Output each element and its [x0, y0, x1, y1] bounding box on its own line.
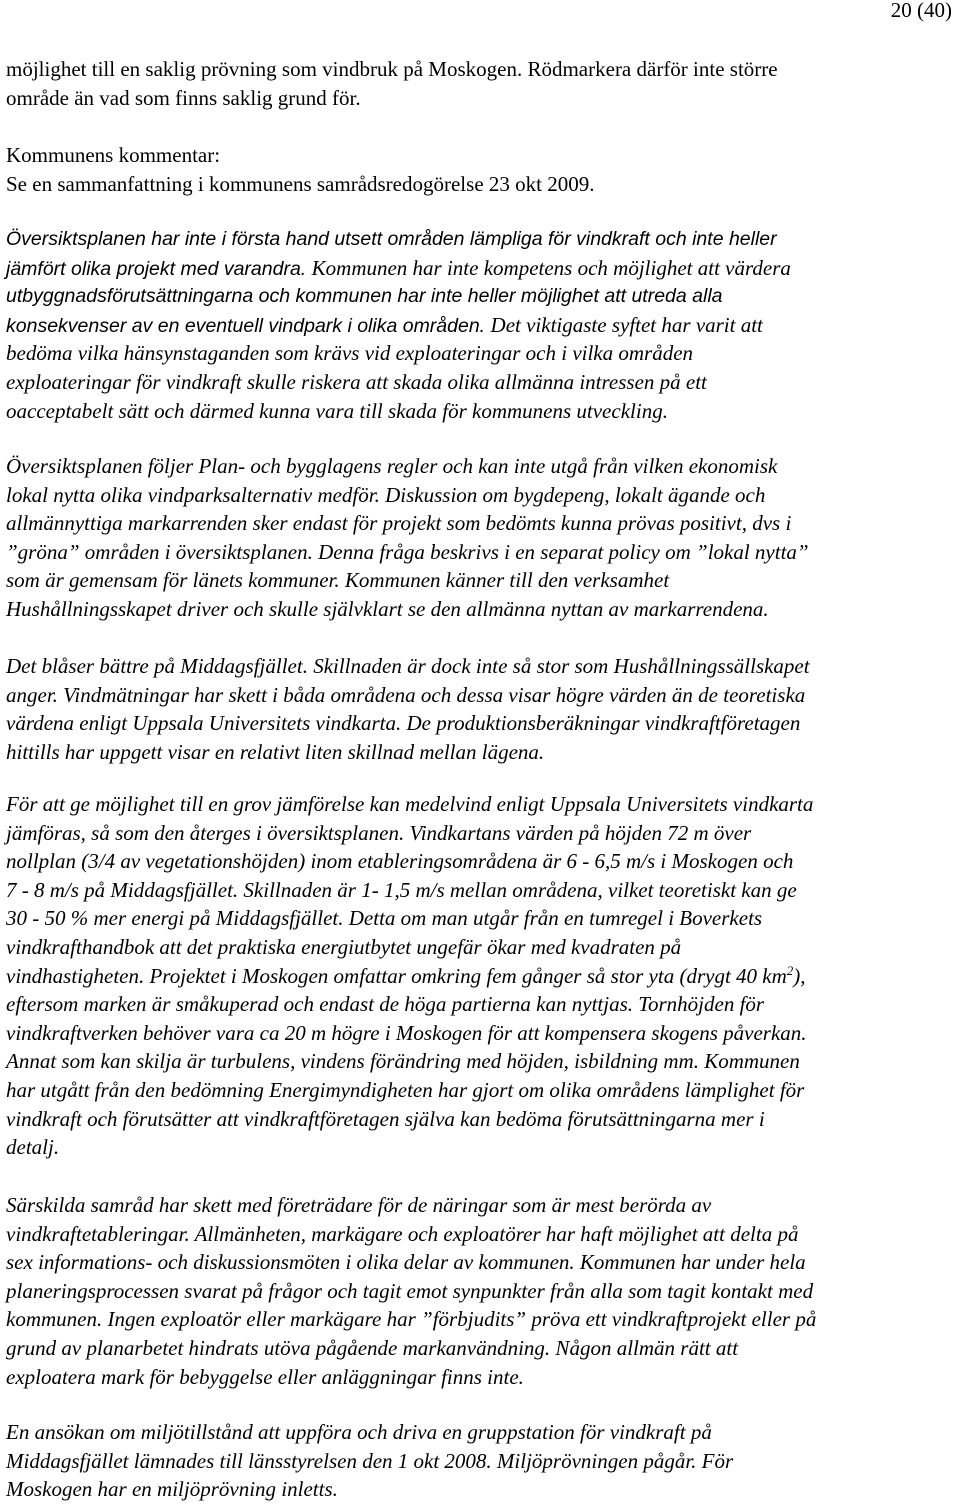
intro-paragraph — [6, 55, 956, 112]
text-span: vindhastigheten. Projektet i Moskogen omfattar omkring fem gånger så stor yta (drygt 40 km — [6, 963, 787, 988]
text-line: lokal nytta olika vindparksalternativ medför. Diskussion om bygdepeng, lokalt ägande och — [6, 482, 766, 507]
text-line: hittills har uppgett visar en relativt liten skillnad mellan lägena. — [6, 739, 545, 764]
text-line: vindkraft och förutsätter att vindkraftföretagen själva kan bedöma förutsättningarna mer i — [6, 1106, 765, 1131]
text-line: värdena enligt Uppsala Universitets vindkarta. De produktionsberäkningar vindkraftföretagen — [6, 711, 801, 736]
text-line: detalj. — [6, 1135, 60, 1160]
comment-heading: Kommunens kommentar: — [6, 143, 221, 167]
text-line: Annat som kan skilja är turbulens, vindens förändring med höjden, isbildning mm. Kommunen — [6, 1049, 800, 1074]
comment-subheading: Se en sammanfattning i kommunens samrådsredogörelse 23 okt 2009. — [6, 171, 595, 196]
text-line: eftersom marken är småkuperad och endast de höga partierna kan nyttjas. Tornhöjden för — [6, 992, 765, 1017]
text-line: område än vad som finns saklig grund för. — [6, 85, 361, 110]
text-line: vindkrafthandbok att det praktiska energiutbytet ungefär ökar med kvadraten på — [6, 934, 682, 959]
text-line: anger. Vindmätningar har skett i båda områdena och dessa visar högre värden än de teoretiska — [6, 682, 806, 707]
paragraph-scope — [6, 225, 956, 425]
text-line: Översiktsplanen följer Plan- och bygglagens regler och kan inte utgå från vilken ekonomisk — [6, 454, 778, 478]
text-line: Hushållningsskapet driver och skulle självklart se den allmänna nyttan av markarrendena. — [6, 596, 769, 621]
text-line: möjlighet till en saklig prövning som vindbruk på Moskogen. Rödmarkera därför inte större — [6, 57, 778, 81]
text-line — [6, 254, 956, 283]
text-line: ”gröna” områden i översiktsplanen. Denna fråga beskrivs i en separat policy om ”lokal nytta” — [6, 539, 809, 564]
paragraph-economic-benefit — [6, 452, 956, 624]
text-line: vindkraftverken behöver vara ca 20 m högre i Moskogen för att kompensera skogens påverkan. — [6, 1020, 807, 1045]
text-line: Middagsfjället lämnades till länsstyrelsen den 1 okt 2008. Miljöprövningen pågår. För — [6, 1448, 734, 1473]
text-line: exploateringar för vindkraft skulle riskera att skada olika allmänna intressen på ett — [6, 369, 707, 394]
text-line: vindkraftetableringar. Allmänheten, markägare och exploatörer har haft möjlighet att delta på — [6, 1221, 799, 1246]
text-line: har utgått från den bedömning Energimyndigheten har gjort om olika områdens lämplighet för — [6, 1077, 805, 1102]
text-span: ), — [793, 963, 806, 988]
superscript: 2 — [786, 962, 794, 978]
text-line: Översiktsplanen har inte i första hand utsett områden lämpliga för vindkraft och inte heller — [6, 228, 777, 250]
text-span: Kommunen har inte kompetens och möjlighet att värdera — [311, 255, 791, 280]
text-line: oacceptabelt sätt och därmed kunna vara till skada för kommunens utveckling. — [6, 398, 668, 423]
text-line: exploatera mark för bebyggelse eller anläggningar finns inte. — [6, 1364, 524, 1389]
text-line: planeringsprocessen svarat på frågor och tagit emot synpunkter från alla som tagit kontakt med — [6, 1278, 814, 1303]
text-line: Det blåser bättre på Middagsfjället. Skillnaden är dock inte så stor som Hushållningssällskapet — [6, 654, 810, 678]
text-line: Moskogen har en miljöprövning inletts. — [6, 1477, 338, 1502]
text-line — [6, 311, 956, 340]
paragraph-wind-comparison — [6, 652, 956, 766]
text-line: grund av planarbetet hindrats utöva pågående markanvändning. Någon allmän rätt att — [6, 1335, 739, 1360]
paragraph-consultation — [6, 1191, 956, 1391]
paragraph-wind-map — [6, 790, 956, 1162]
text-line: 7 - 8 m/s på Middagsfjället. Skillnaden är 1- 1,5 m/s mellan områdena, vilket teoretiskt kan ge — [6, 877, 797, 902]
text-line: utbyggnadsförutsättningarna och kommunen har inte heller möjlighet att utreda alla — [6, 285, 723, 308]
text-line: bedöma vilka hänsynstaganden som krävs vid exploateringar och i vilka områden — [6, 341, 694, 366]
text-line: sex informations- och diskussionsmöten i olika delar av kommunen. Kommunen har under hela — [6, 1250, 806, 1275]
comment-heading-block — [6, 141, 956, 198]
text-span: Det viktigaste syftet har varit att — [490, 312, 763, 337]
text-line: Särskilda samråd har skett med företrädare för de näringar som är mest berörda av — [6, 1193, 712, 1217]
text-line: 30 - 50 % mer energi på Middagsfjället. Detta om man utgår från en tumregel i Boverkets — [6, 906, 763, 931]
text-line: som är gemensam för länets kommuner. Kommunen känner till den verksamhet — [6, 568, 670, 593]
text-line: allmännyttiga markarrenden sker endast för projekt som bedömts kunna prövas positivt, dvs i — [6, 511, 792, 536]
text-span: jämfört olika projekt med varandra. — [6, 257, 312, 280]
text-span: konsekvenser av en eventuell vindpark i olika områden. — [6, 314, 491, 337]
text-line: jämföras, så som den återges i översiktsplanen. Vindkartans värden på höjden 72 m över — [6, 820, 752, 845]
text-line — [6, 962, 956, 991]
page-number: 20 (40) — [890, 0, 952, 22]
text-line: En ansökan om miljötillstånd att uppföra och driva en gruppstation för vindkraft på — [6, 1420, 712, 1444]
text-line: kommunen. Ingen exploatör eller markägare har ”förbjudits” pröva ett vindkraftprojekt eller på — [6, 1307, 817, 1332]
text-line: nollplan (3/4 av vegetationshöjden) inom etableringsområdena är 6 - 6,5 m/s i Moskogen och — [6, 849, 794, 874]
text-line: För att ge möjlighet till en grov jämförelse kan medelvind enligt Uppsala Universitets vindkarta — [6, 792, 814, 816]
paragraph-permit — [6, 1418, 956, 1504]
